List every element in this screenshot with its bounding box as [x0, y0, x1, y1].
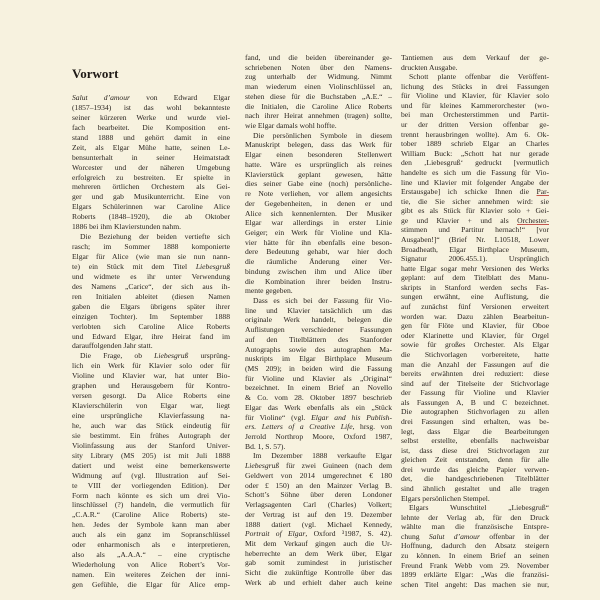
text-run: ursprüng- [188, 351, 230, 361]
text-line: drei Fassungen sind erhalten, was be- [401, 416, 549, 426]
text-line: William Buck: „Schott hat nur gerade [401, 148, 549, 158]
text-line: heberrechte an dem Werk über, Elgar [245, 548, 392, 558]
text-line: auf zunächst fünf Versionen erweitert [401, 302, 549, 312]
text-line: Elgar für Alice (wie man sie nun nann- [72, 252, 230, 261]
text-line: hen. Jedes der Symbole kann man aber [72, 520, 230, 530]
text-line [401, 532, 549, 542]
text-line: ist, dass diese drei Stichvorlagen zur [401, 445, 549, 455]
text-line: verlobten sich Caroline Alice Roberts [72, 321, 230, 331]
text-line: Wiederholung von Alice Robert’s Vor- [72, 560, 230, 570]
text-run: für zwei Guineen (nach dem [279, 461, 392, 471]
text-line: 1886 bei ihm Klavierstunden nahm. [72, 222, 182, 232]
text-run: , Oxford ³1987, S. 42). [305, 529, 392, 539]
text-line: „C.A.R.“ (Caroline Alice Roberts) ste- [72, 510, 230, 520]
text-line: Geldwert von 2014 umgerechnet € 180 [245, 470, 392, 480]
text-line: linschlüssel (?) handeln, die vermutlich für [72, 500, 230, 510]
text-line: Klavierschülerin von Elgar war, liegt [72, 401, 230, 411]
text-line: re Note verliehen, vor allem angesichts [245, 189, 392, 199]
paragraph [401, 53, 549, 72]
text-line: gleichen Zeit entstanden, denn für alle [401, 455, 549, 465]
underlined-run: Par- [536, 187, 549, 197]
text-line: der Fassung für Violine und Klavier [401, 388, 549, 398]
text-line: stand 1888 und gehört damit in eine [72, 132, 230, 142]
text-line: fach bearbeitet. Die Komposition ent- [72, 122, 230, 132]
text-line: auf den Titelblättern des Stanforder [245, 334, 392, 344]
text-line: Dass es sich bei der Fassung für Vio- [253, 295, 392, 305]
text-line: Worcester und der näheren Umgebung [72, 162, 230, 172]
text-line: Alice sich kennenlernten. Der Musiker [245, 208, 392, 218]
text-line: die Stichvorlagen vorbereitete, hatte [401, 349, 549, 359]
paragraph [72, 351, 230, 590]
text-column-1 [72, 93, 230, 590]
text-line: die Initialen, die Caroline Alice Roberts [245, 101, 392, 111]
page-title: Vorwort [72, 66, 119, 81]
text-line: Im Dezember 1888 verkaufte Elgar [253, 451, 392, 461]
text-line: oder enharmonisch als e interpretieren, [72, 540, 230, 550]
text-line: auch als ein ganz im Sopranschlüssel [72, 530, 230, 540]
text-line: lichung des Stücks in drei Fassungen [401, 81, 549, 91]
paragraph [72, 93, 230, 232]
text-line: Werk ab und erhielt daher auch keine [245, 577, 392, 587]
text-line: Elgars Wunschtitel „Liebesgruß“ [409, 503, 549, 513]
text-line: geplant: auf dem Titelblatt des Manu- [401, 273, 549, 283]
text-line: des Namens „Carice“, der sich aus ih- [72, 281, 230, 291]
text-line: namen. Ein weiteres Zeichen der inni- [72, 570, 230, 579]
text-line: man die Anzahl der Fassungen auf die [401, 359, 549, 369]
text-line: Autographs sowie des autographen Ma- [245, 344, 392, 354]
text-run: Die Frage, ob [80, 351, 155, 361]
paragraph [245, 53, 392, 131]
italic-run: ers. Letters of a Creative Life [245, 422, 353, 432]
paragraph [245, 451, 392, 587]
text-line: bindung zwischen ihm und Alice über [245, 266, 392, 276]
paragraph [245, 296, 392, 452]
text-line: Elgars persönlichen Stempel. [401, 493, 490, 503]
text-line: Broadheath, Elgar Birthplace Museum, [401, 244, 549, 254]
text-line: nuskripts im Elgar Birthplace Museum [245, 354, 392, 364]
text-line: hatte Elgar sogar mehr Versionen des Werks [401, 263, 549, 273]
text-line [72, 93, 230, 103]
text-line: und widmete es ihr unter Verwendung [72, 271, 230, 281]
text-line: Manuskript belegen, dass das Werk für [245, 140, 392, 150]
text-line: gab somit zumindest in juristischer [245, 558, 392, 568]
text-line: trennt herausbringen wollte). Am 6. Ok- [401, 129, 549, 139]
text-line: lehnte der Verlag ab, für den Druck [401, 512, 549, 522]
text-run: ge und Klavier + und als [401, 215, 518, 225]
text-line: mente gegeben. [245, 286, 293, 296]
italic-run: Elgar and his Publish- [311, 412, 392, 422]
text-line: (MS 209); in beiden wird die Fassung [245, 364, 392, 373]
text-line: sungen erwähnt, eine Auflistung, die [401, 292, 549, 302]
text-line: Freund Frank Webb vom 29. November [401, 560, 549, 570]
italic-run: Portrait of Elgar [245, 529, 306, 539]
text-line: Schott plante offenbar die Veröffent- [409, 72, 549, 82]
text-line: Verlagsagenten Carl (Charles) Volkert; [245, 500, 392, 510]
text-line: hatte. Wäre es ursprünglich als reines [245, 159, 392, 169]
text-line: Elgar das Werk ebenfalls als ein „Stück [245, 402, 392, 412]
text-line: stimmen und Partitur hernach!“ [vor [401, 225, 549, 235]
text-line: originale Werk handelt, belegen die [245, 315, 392, 325]
text-line: die räumliche Änderung einer Ver- [245, 257, 392, 267]
text-line: Schott’s Söhne über deren Londoner [245, 490, 392, 500]
text-line: Auflistungen verschiedener Fassungen [245, 325, 392, 335]
text-line [245, 529, 392, 539]
text-line: legt, dass Elgar die Bearbeitungen [401, 426, 549, 436]
text-line: fand, und die beiden übereinander ge- [245, 53, 392, 62]
text-run: offenbar in der [479, 531, 549, 541]
text-line: zug unterhalb der Widmung. Nimmt [245, 72, 392, 82]
text-line: Elgar einen besonderen Stellenwert [245, 150, 392, 160]
text-line [245, 413, 392, 423]
text-run: , hrsg. von [352, 422, 392, 432]
text-line: druckten Ausgabe. [401, 62, 458, 72]
text-line: darauffolgenden Jahr statt. [72, 341, 153, 351]
text-line: worden war. Dazu zählen Bearbeitun- [401, 311, 549, 321]
text-line: Jerrold Northrop Moore, Oxford 1987, [245, 432, 392, 442]
text-line: line und Klavier mit folgender Angabe der [401, 177, 549, 187]
text-line: Widmung auf (vgl. Illustration auf Sei- [72, 470, 230, 480]
text-line: eine ursprüngliche Klavierfassung na- [72, 411, 230, 420]
text-line: 1888 datiert (vgl. Michael Kennedy, [245, 519, 392, 529]
text-line: und für kleines Kammerorchester (wo- [401, 100, 549, 110]
text-column-3 [401, 53, 549, 589]
text-line: ger und gab Musikunterricht. Eine von [72, 192, 230, 202]
text-line: den ‚Liebesgruß‘ gedruckt [vermutlich [401, 158, 549, 168]
text-run: Erstausgabe] ich schicke Ihnen die [401, 187, 537, 197]
text-line: Roberts (1848–1920), die ab Oktober [72, 212, 230, 222]
text-column-2 [245, 53, 392, 588]
text-line: bensunterhalt in seiner Heimatstadt [72, 152, 230, 162]
text-line: Sicht die zukünftige Kontrolle über das [245, 568, 392, 578]
italic-run: Liebesgruß [195, 261, 230, 271]
text-line: Zeit, als Elgar Mühe hatte, seinen Le- [72, 142, 230, 152]
text-line: Violine und Klavier war, hat unter Bio- [72, 371, 230, 381]
text-line: he, auch war das Stück eindeutig für [72, 420, 230, 430]
text-run: für Violine“ (vgl. [245, 412, 312, 422]
text-line: (1857–1934) ist das wohl bekannteste [72, 102, 230, 112]
text-line: Die Beziehung der beiden vertiefte sich [80, 232, 230, 242]
underlined-run: Orchester- [517, 215, 549, 225]
text-line: wählte man die französische Entspre- [401, 522, 549, 532]
text-line: bezeichnet. In einem Brief an Novello [245, 383, 392, 393]
text-line: schen Titel angeht: Das machen sie nur, [401, 579, 549, 589]
text-line [245, 461, 392, 471]
text-line: sity Library (MS 205) ist mit Juli 1888 [72, 450, 230, 460]
text-line: 1899 erklärte Elgar: „Was die französi- [401, 570, 549, 580]
text-line: te VIII der vorliegenden Edition). Der [72, 480, 230, 490]
text-line: seiner kürzeren Werke und wurde viel- [72, 112, 230, 122]
paragraph [401, 503, 549, 589]
text-line: Elgars Schülerinnen war Caroline Alice [72, 202, 230, 212]
text-line: man wiederum einen Violinschlüssel an, [245, 82, 392, 92]
text-run: von Edward Elgar [129, 93, 230, 102]
text-line: gen für Flöte und Klavier, für Oboe [401, 321, 549, 331]
text-line: also als „A.A.A.“ – eine cryptische [72, 550, 230, 560]
text-line: für Violine und Klavier, für Klavier solo [401, 91, 549, 101]
text-line: und Edward Elgar, ihre Heirat fand im [72, 331, 230, 341]
text-line: nach ihrer Heirat annehmen (tragen) sollte, [245, 111, 392, 121]
text-line: ren Initialen ableitet (diesen Namen [72, 291, 230, 301]
text-line: drei wurde das gleiche Papier verwen- [401, 464, 549, 474]
text-line: Hoffnung, dadurch den Absatz steigern [401, 541, 549, 551]
text-line: Violinfassung aus der Stanford Univer- [72, 440, 230, 450]
text-line: bei man Orchesterstimmen und Partit- [401, 110, 549, 120]
text-run: chung [401, 531, 429, 541]
text-line: Geiger; ein Werk für Violine und Kla- [245, 227, 392, 237]
text-line [401, 187, 549, 197]
text-line: det, die handgeschriebenen Titelblätter [401, 474, 549, 484]
text-line: bereits erwähnten drei reduziert: diese [401, 369, 549, 379]
paragraph [72, 232, 230, 351]
text-line: Ausgaben!]“ (Brief Nr. L10518, Lower [401, 234, 549, 244]
text-line: für Violine und Klavier als „Original“ [245, 373, 392, 383]
text-line: datiert und weist eine bemerkenswerte [72, 460, 230, 470]
text-line: einzigen Tochter). Im September 1888 [72, 311, 230, 321]
text-line: der Vertrag ist auf den 19. Dezember [245, 509, 392, 519]
text-line: handelte es sich um die Fassung für Vio- [401, 167, 549, 177]
text-line: erfolgreich zu bestreiten. Er spielte in [72, 172, 230, 182]
text-line: sowie für großes Orchester. Als Elgar [401, 340, 549, 350]
text-line: gen Gefühle, die Elgar für Alice emp- [72, 579, 230, 589]
text-line: ur der dritten Version offenbar ge- [401, 120, 549, 130]
text-line [401, 216, 549, 226]
text-line: Bd. 1, S. 57). [245, 441, 286, 451]
text-line: Mit dem Verkauf gingen auch die Ur- [245, 538, 392, 548]
text-line: zu können. In einem Brief an seinen [401, 551, 549, 561]
text-line: Die autographen Stichvorlagen zu allen [401, 407, 549, 417]
text-line: Form nach könnte es sich um drei Vio- [72, 490, 230, 500]
italic-run: Salut d’amour [72, 93, 130, 102]
text-line: der Gegebenheiten, in denen er und [245, 198, 392, 208]
text-run: te) ein Stück mit dem Titel [72, 261, 196, 271]
text-line: sind ähnlich gestaltet und alle tragen [401, 484, 549, 494]
text-line: die Kombination ihrer beiden Instru- [245, 276, 392, 286]
text-line: stehen diese für die Buchstaben „A.E.“ – [245, 91, 392, 101]
paragraph [401, 72, 549, 503]
text-line: gibt es als Stück für Klavier solo + Gei- [401, 206, 549, 216]
text-line: oder £ 150) an den Mainzer Verlag B. [245, 480, 392, 490]
italic-run: Salut d’amour [428, 531, 480, 541]
text-line: gaben die Elgars übrigens später ihrer [72, 301, 230, 311]
text-line: line und Klavier tatsächlich um das [245, 305, 392, 315]
text-line: graphen und Herausgebern für Kontro- [72, 381, 230, 391]
text-line: tober 1889 schrieb Elgar an Charles [401, 139, 549, 149]
text-line: Die persönlichen Symbole in diesem [253, 130, 392, 140]
text-line: oder Klarinette und Klavier, für Orgel [401, 330, 549, 340]
text-line: versen gesorgt. Da Alice Roberts eine [72, 391, 230, 401]
text-line: Elgar war allerdings in erster Linie [245, 218, 392, 228]
text-line [72, 262, 230, 272]
text-line: selbst erstellte, ebenfalls nachweisbar [401, 436, 549, 446]
text-line [245, 422, 392, 432]
text-line: Klavierstück geplant gewesen, hätte [245, 169, 392, 179]
text-line: dies seiner Gabe eine (noch) persönliche- [245, 179, 392, 189]
text-line: als Fassungen A, B und C bezeichnet. [401, 397, 549, 407]
text-line: lich ein Werk für Klavier solo oder für [72, 361, 230, 371]
text-line: Tantiemen aus dem Verkauf der ge- [401, 53, 549, 62]
paragraph [245, 131, 392, 296]
text-line: wie Elgar damals wohl hoffte. [245, 121, 337, 131]
text-line: rasch; im Sommer 1888 komponierte [72, 242, 230, 252]
text-line: tie, die Sie sicher annehmen wird: sie [401, 196, 549, 206]
text-line: Signatur 2006.455.1). Ursprünglich [401, 254, 549, 264]
italic-run: Liebesgruß [245, 461, 280, 471]
text-line: sie bestimmt. Ein frühes Autograph der [72, 430, 230, 440]
text-line: vier hätte für ihn ebenfalls eine beson- [245, 237, 392, 247]
italic-run: Liebesgruß [154, 351, 189, 361]
text-line [72, 351, 230, 361]
text-line: mehreren örtlichen Orchestern als Gei- [72, 182, 230, 192]
text-line: schriebenen Noten über den Namens- [245, 62, 392, 72]
text-line: dere Bedeutung gehabt, war hier doch [245, 247, 392, 257]
text-line: sind auf der Titelseite der Stichvorlage [401, 378, 549, 388]
text-line: & Co. vom 28. Oktober 1897 beschrieb [245, 393, 392, 403]
text-line: skripts in Stanford werden sechs Fas- [401, 282, 549, 292]
